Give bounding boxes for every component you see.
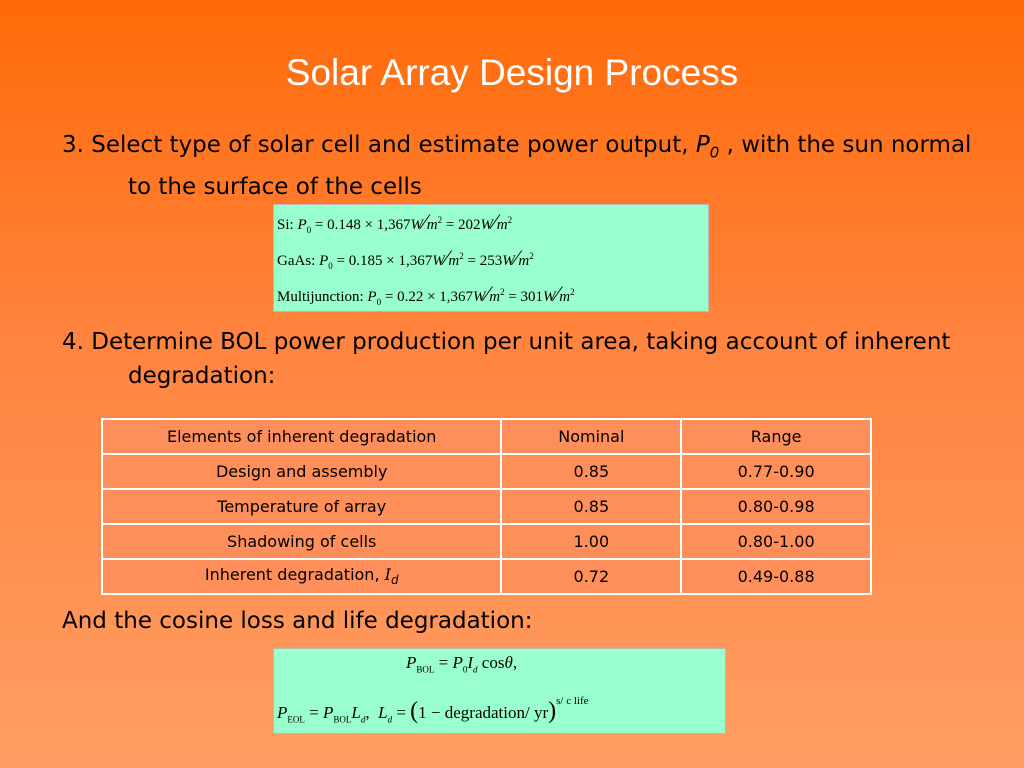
pbol-subscript: BOL [416, 664, 435, 675]
table-header-cell: Range [681, 419, 871, 454]
slide-title: Solar Array Design Process [285, 52, 739, 93]
last-row-symbol: I [384, 565, 391, 585]
peol-subscript: EOL [287, 714, 305, 725]
table-cell: Shadowing of cells [102, 524, 501, 559]
table-header-cell: Elements of inherent degradation [102, 419, 501, 454]
equation-si-label: Si: [277, 217, 294, 233]
table-cell: 0.49-0.88 [681, 559, 871, 594]
degradation-table [101, 418, 872, 595]
equation-gaas-label: GaAs: [277, 253, 316, 269]
last-row-subscript: d [390, 573, 399, 588]
exponent-life: s/ c life [556, 695, 589, 707]
equation-si-result: 202 [458, 217, 481, 233]
table-row [102, 454, 871, 489]
table-cell: Design and assembly [102, 454, 501, 489]
degradation-term: 1 − degradation/ yr [418, 703, 549, 722]
equation-multi-factor: 0.22 [397, 289, 424, 305]
equation-gaas-result: 253 [479, 253, 503, 269]
equation-multi-mult: 1,367 [439, 289, 474, 305]
bullet3-subscript: 0 [709, 143, 720, 162]
bullet3-symbol: P [695, 132, 710, 158]
table-row [102, 524, 871, 559]
equation-multijunction: Multijunction: $P_0 = 0.22$ × $1,367W⁄m^2$ = $301W⁄m^2$ [277, 281, 575, 307]
power-equation-box [273, 204, 709, 312]
table-row [102, 559, 871, 594]
table-cell: 0.80-1.00 [681, 524, 871, 559]
life-degradation-equation-box [273, 648, 726, 734]
equation-gaas-factor: 0.185 [348, 253, 383, 269]
equation-si-factor: 0.148 [327, 217, 361, 233]
table-cell: 0.85 [501, 489, 681, 524]
table-cell: Temperature of array [102, 489, 501, 524]
table-cell: 1.00 [501, 524, 681, 559]
table-cell: 0.77-0.90 [681, 454, 871, 489]
equation-multi-result: 301 [520, 289, 544, 305]
bullet-select-cell [62, 128, 978, 204]
table-cell: 0.85 [501, 454, 681, 489]
bullet-cosine-loss: And the cosine loss and life degradation: [62, 608, 533, 634]
table-header-cell: Nominal [501, 419, 681, 454]
equation-pbol: $P_{BOL} = P_0I_d$ cosθ, [406, 653, 518, 675]
equation-si: Si: $P_0 = 0.148$ × $1,367W⁄m^2$ = $202W⁄m^2$ [277, 209, 513, 235]
table-cell [102, 559, 501, 594]
table-cell: 0.72 [501, 559, 681, 594]
equation-gaas: GaAs: $P_0 = 0.185$ × $1,367W⁄m^2$ = $253W⁄m^2$ [277, 245, 534, 271]
table-header-row [102, 419, 871, 454]
equation-gaas-mult: 1,367 [398, 253, 433, 269]
bullet3-text-end: , with the sun normal to the surface of the cells [128, 132, 972, 200]
equation-peol: $P_{EOL} = P_{BOL}L_d$, $L_d = (1$ − degradation/ yr)$^{s/ c life}$ [277, 695, 589, 725]
table-row [102, 489, 871, 524]
equation-multi-label: Multijunction: [277, 289, 364, 305]
equation-si-mult: 1,367 [376, 217, 411, 233]
table-cell: 0.80-0.98 [681, 489, 871, 524]
bullet3-text: 3. Select type of solar cell and estimate power output, [62, 132, 696, 158]
last-row-label: Inherent degradation, [204, 565, 385, 585]
bullet-bol-power: 4. Determine BOL power production per unit area, taking account of inherent degradation: [62, 329, 951, 389]
